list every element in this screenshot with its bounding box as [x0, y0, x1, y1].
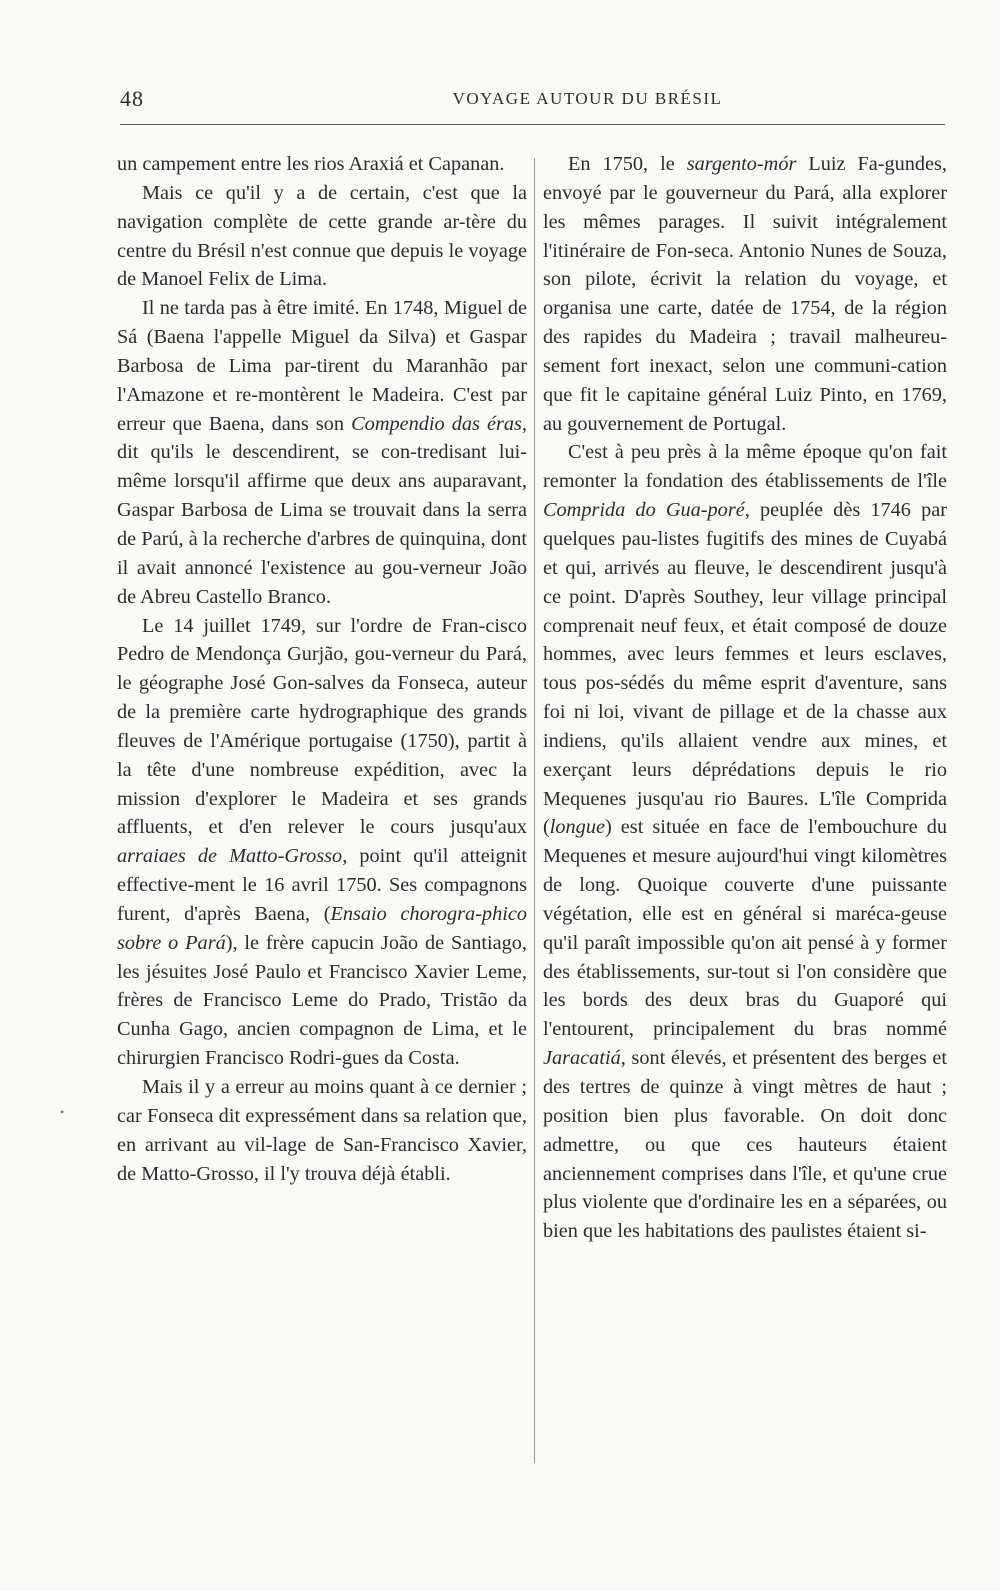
paragraph-text: Le 14 juillet 1749, sur l'ordre de Fran-cisco Pedro de Mendonça Gurjão, gou-verneur du Pará, le géographe José Gon-salves da Fonseca, auteur de la première carte hydrographique des grands fleuves de l'Amérique portugaise (1750), partit à la tête d'une nombreuse expédition, avec la mission d'explorer le Madeira et ses grands affluents, et d'en relever le cours jusqu'aux	[117, 614, 527, 839]
paragraph-text: , peuplée dès 1746 par quelques pau-listes fugitifs des mines de Cuyabá et qui, arrivés au fleuve, le descendirent jusqu'à ce point. D'après Southey, leur village principal comprenait neuf feux, et était composé de douze hommes, avec leurs femmes et leurs esclaves, tous pos-sédés du même esprit d'aventure, sans foi ni loi, vivant de pillage et de la chasse aux indiens, qu'ils allaient vendre aux mines, et exerçant leurs déprédations depuis le rio Mequenes jusqu'au rio Baures. L'île Comprida (	[543, 499, 947, 839]
paragraph-text: ), le frère capucin João de Santiago, les jésuites José Paulo et Francisco Xavier Leme, frères de Francisco Leme do Prado, Tristão da Cunha Gago, ancien compagnon de Lima, et le chirurgien Francisco Rodri-gues da Costa.	[117, 931, 527, 1070]
paragraph	[117, 179, 527, 294]
italic-place-name: Jaracatiá	[543, 1047, 621, 1070]
paragraph-text: Mais il y a erreur au moins quant à ce dernier ; car Fonseca dit expressément dans sa relation que, en arrivant au vil-lage de San-Francisco Xavier, de Matto-Grosso, il l'y trouva déjà établi.	[117, 1076, 527, 1185]
paragraph-text: C'est à peu près à la même époque qu'on fait remonter la fondation des établissements de l'île	[543, 441, 947, 493]
paragraph-text: ) est située en face de l'embouchure du Mequenes et mesure aujourd'hui vingt kilomètres de long. Quoique couverte d'une puissante végétation, elle est en général si maréca-geuse qu'il paraît impossible qu'on ait pensé à y former des établissements, sur-tout si l'on considère que les bords des deux bras du Guaporé qui l'entourent, principalement du bras nommé	[543, 816, 947, 1041]
paragraph-text: , point qu'il atteignit effective-ment le 16 avril 1750. Ses compagnons furent, d'après Baena, (	[117, 845, 527, 925]
italic-title: Compendio das éras	[351, 412, 522, 435]
italic-term: longue	[549, 816, 605, 839]
italic-place-name: Comprida do Gua-poré	[543, 499, 745, 522]
italic-term: arraiaes de Matto-Grosso	[117, 845, 343, 868]
italic-term: sargento-mór	[686, 153, 797, 175]
page-header	[120, 86, 945, 116]
header-rule	[120, 124, 945, 125]
page-number: 48	[120, 86, 144, 111]
stray-ink-mark: •	[60, 1105, 65, 1119]
column-divider	[534, 158, 535, 1463]
paragraph	[543, 150, 947, 438]
left-column	[117, 150, 527, 1188]
paragraph	[117, 150, 527, 179]
italic-title: Ensaio chorogra-phico sobre o Pará	[117, 902, 527, 954]
paragraph-text: , dit qu'ils le descendirent, se con-tredisant lui-même lorsqu'il affirme que deux ans auparavant, Gaspar Barbosa de Lima se trouvait dans la serra de Parú, à la recherche d'arbres de quinquina, dont il avait annoncé l'existence au gou-verneur João de Abreu Castello Branco.	[117, 412, 527, 608]
paragraph	[117, 294, 527, 611]
paragraph	[117, 612, 527, 1074]
paragraph-text: un campement entre les rios Araxiá et Capanan.	[117, 153, 505, 175]
paragraph-text: Mais ce qu'il y a de certain, c'est que la navigation complète de cette grande ar-tère du centre du Brésil n'est connue que depuis le voyage de Manoel Felix de Lima.	[117, 181, 527, 291]
paragraph-text: Il ne tarda pas à être imité. En 1748, Miguel de Sá (Baena l'appelle Miguel da Silva) et Gaspar Barbosa de Lima par-tirent du Maranhão par l'Amazone et re-montèrent le Madeira. C'est par erreur que Baena, dans son	[117, 297, 527, 435]
paragraph-text: En 1750, le	[568, 153, 687, 175]
paragraph-text: , sont élevés, et présentent des berges et des tertres de quinze à vingt mètres de haut ; position bien plus favorable. On doit donc admettre, ou que ces hauteurs étaient anciennement comprises dans l'île, et qu'une crue plus violente que d'ordinaire les en a séparées, ou bien que les habitations des paulistes étaient si-	[543, 1047, 947, 1243]
running-title: VOYAGE AUTOUR DU BRÉSIL	[452, 89, 723, 108]
right-column	[543, 150, 947, 1246]
paragraph	[543, 438, 947, 1246]
paragraph-text: Luiz Fa-gundes, envoyé par le gouverneur du Pará, alla explorer les mêmes parages. Il suivit intégralement l'itinéraire de Fon-seca. Antonio Nunes de Souza, son pilote, écrivit la relation du voyage, et organisa une carte, datée de 1754, de la région des rapides du Madeira ; travail malheureu-sement fort inexact, selon une communi-cation que fit le capitaine général Luiz Pinto, en 1769, au gouvernement de Portugal.	[543, 153, 948, 435]
paragraph	[117, 1073, 527, 1188]
